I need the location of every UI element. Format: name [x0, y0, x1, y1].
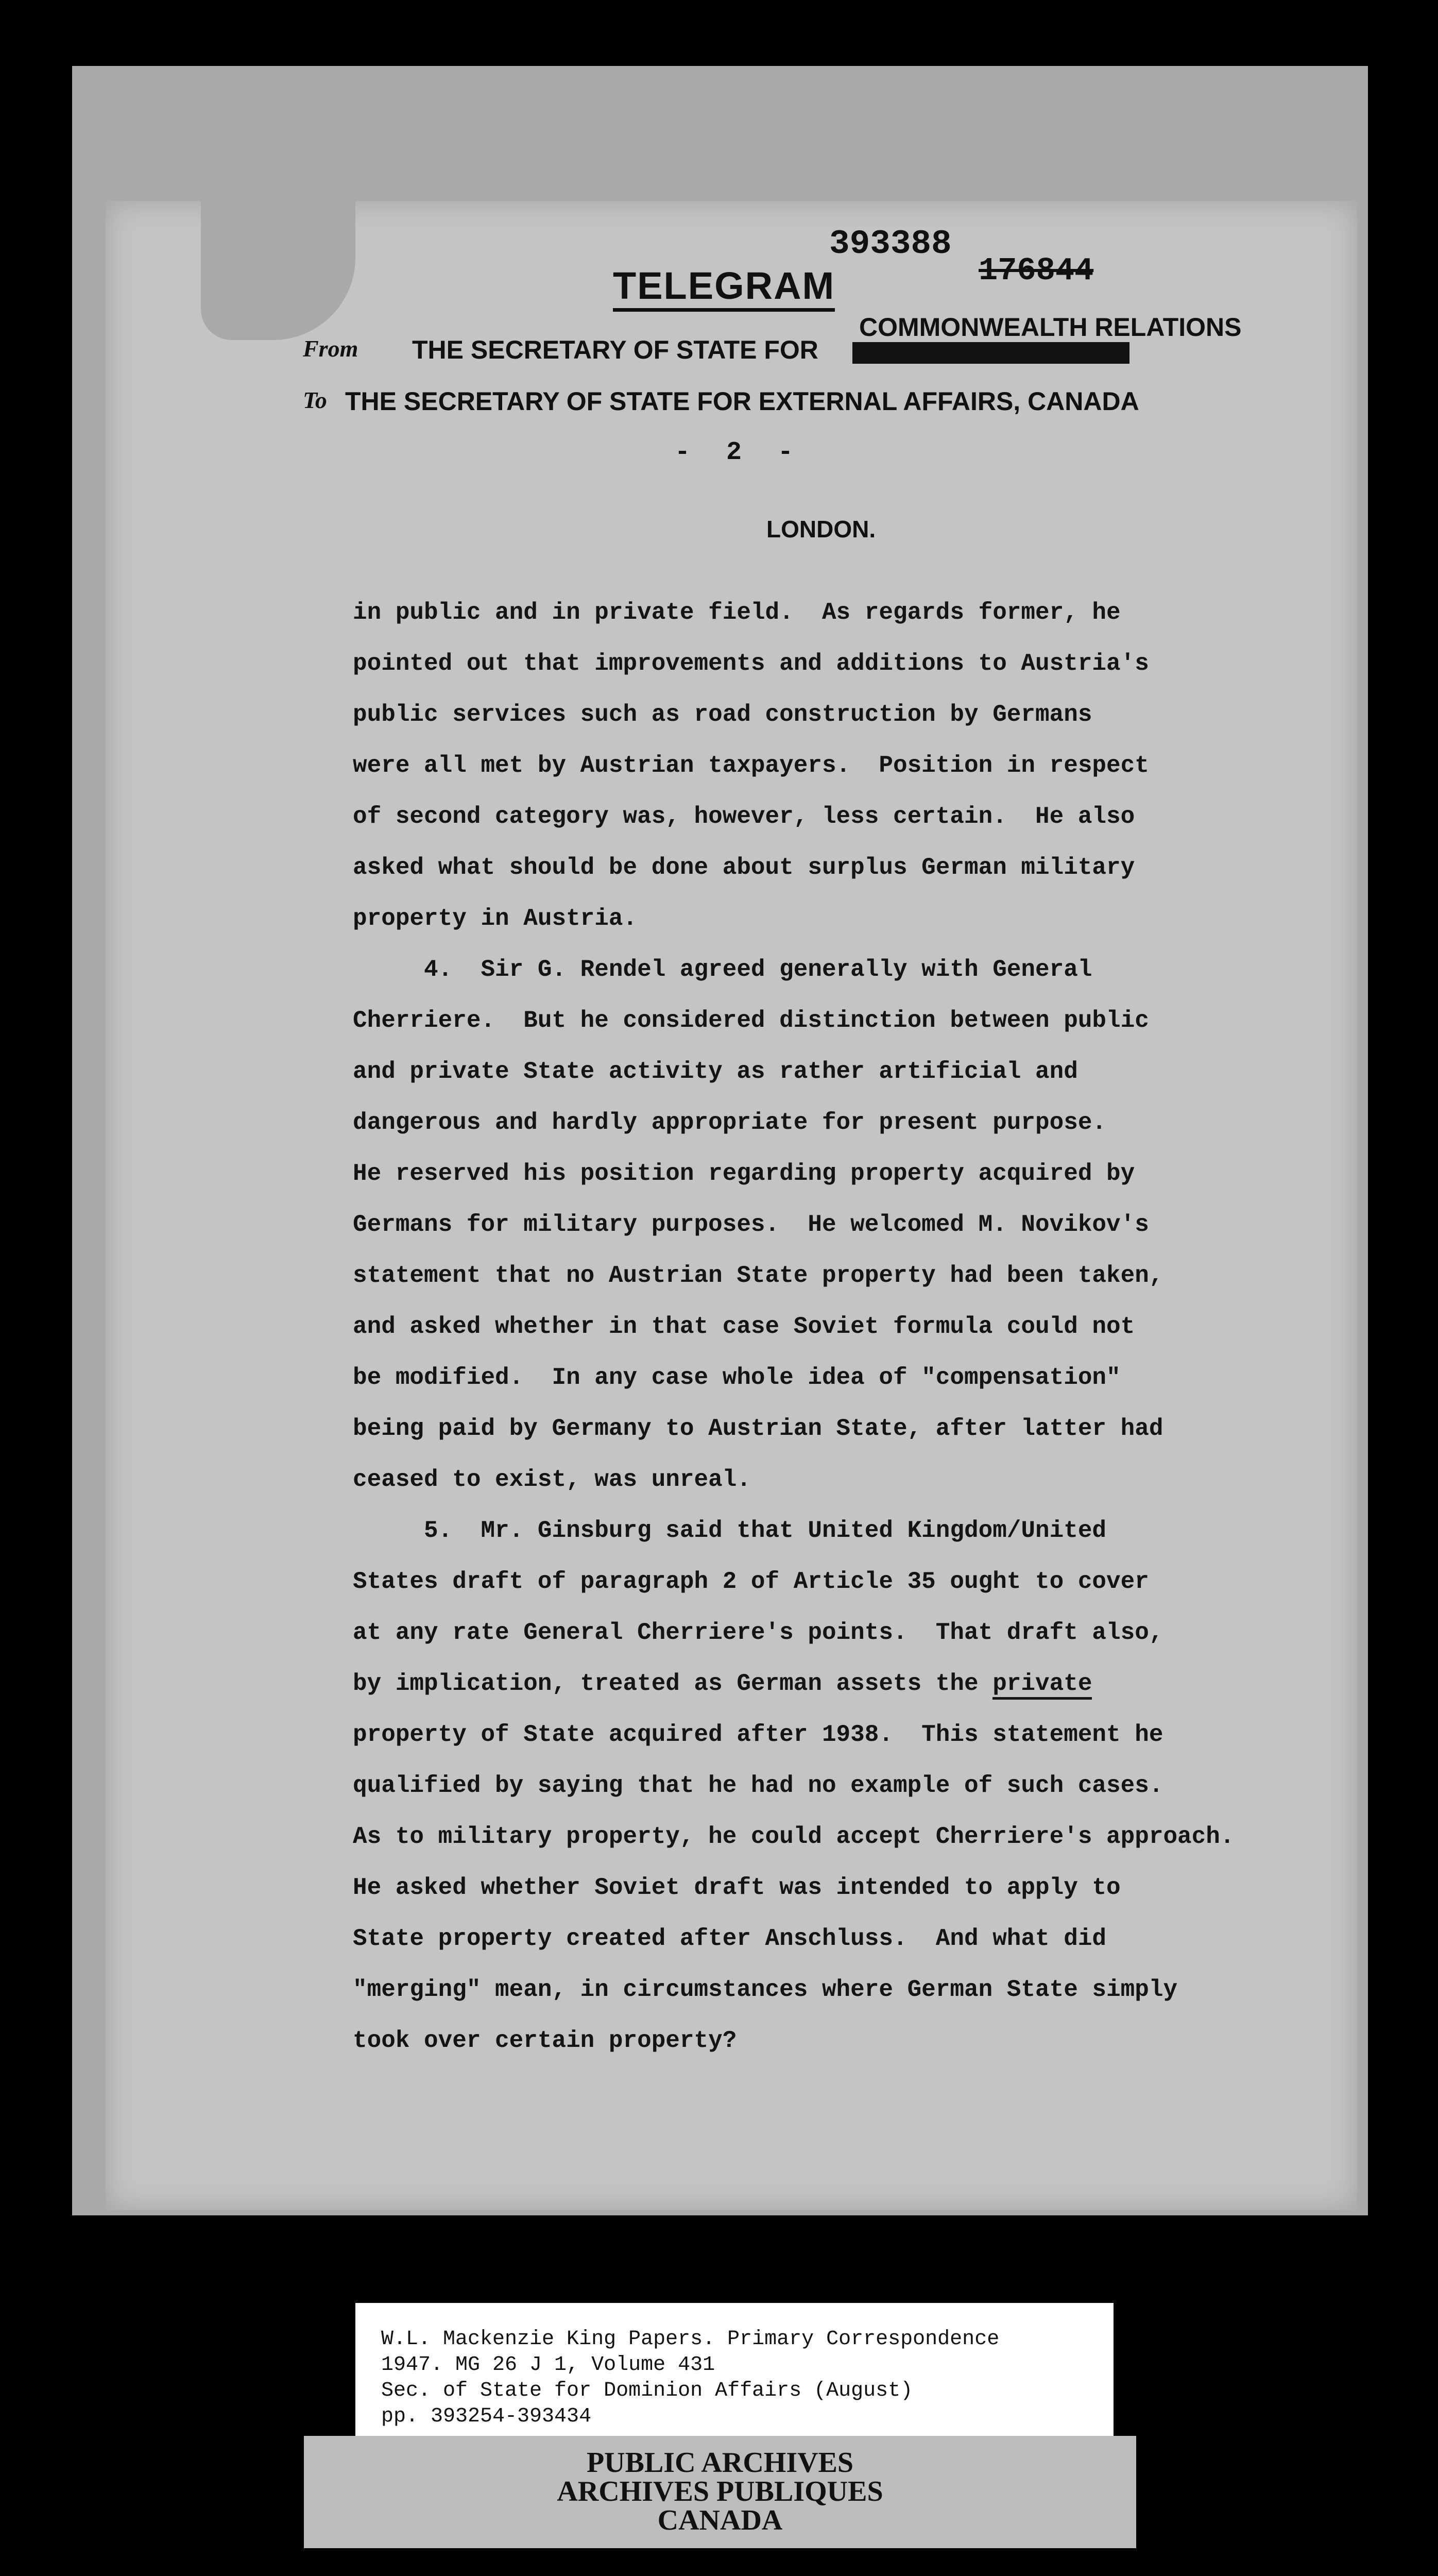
body-line: and asked whether in that case Soviet formula could not [353, 1313, 1135, 1340]
archive-line: W.L. Mackenzie King Papers. Primary Correspondence [381, 2328, 1000, 2351]
archive-reference-text [381, 2327, 999, 2430]
archive-line: pp. 393254-393434 [381, 2405, 592, 2428]
place-of-origin: LONDON. [766, 516, 876, 543]
body-line: property in Austria. [353, 905, 638, 932]
stamp-line: PUBLIC ARCHIVES [586, 2447, 854, 2479]
body-line: 4. Sir G. Rendel agreed generally with General [353, 956, 1092, 983]
stamp-line: ARCHIVES PUBLIQUES [557, 2476, 883, 2507]
body-line: took over certain property? [353, 2027, 737, 2054]
body-line: State property created after Anschluss. And what did [353, 1925, 1107, 1952]
from-insert: COMMONWEALTH RELATIONS [859, 313, 1242, 342]
body-line: property of State acquired after 1938. This statement he [353, 1721, 1163, 1748]
stamp-line: CANADA [657, 2504, 783, 2536]
page-number: - 2 - [675, 438, 794, 467]
body-line: qualified by saying that he had no example of such cases. [353, 1772, 1163, 1799]
body-line: in public and in private field. As regards former, he [353, 599, 1121, 626]
redaction-bar [852, 342, 1129, 364]
body-line: and private State activity as rather artificial and [353, 1058, 1078, 1085]
body-line: Cherriere. But he considered distinction between public [353, 1007, 1149, 1034]
body-line: Germans for military purposes. He welcomed M. Novikov's [353, 1211, 1149, 1238]
underlined-word: private [992, 1670, 1092, 1700]
body-line: He asked whether Soviet draft was intended to apply to [353, 1874, 1121, 1901]
archive-line: 1947. MG 26 J 1, Volume 431 [381, 2353, 715, 2377]
body-line: 5. Mr. Ginsburg said that United Kingdom/United [353, 1517, 1107, 1544]
body-line: He reserved his position regarding property acquired by [353, 1160, 1135, 1187]
body-line: statement that no Austrian State property had been taken, [353, 1262, 1163, 1289]
body-line: States draft of paragraph 2 of Article 35 ought to cover [353, 1568, 1149, 1595]
archives-stamp [304, 2436, 1136, 2548]
telegram-title: TELEGRAM [613, 267, 835, 312]
body-line: at any rate General Cherriere's points. That draft also, [353, 1619, 1163, 1646]
body-line: be modified. In any case whole idea of "compensation" [353, 1364, 1121, 1391]
from-label: From [303, 335, 358, 362]
to-label: To [303, 387, 327, 413]
body-line: were all met by Austrian taxpayers. Position in respect [353, 752, 1149, 779]
to-text: THE SECRETARY OF STATE FOR EXTERNAL AFFAIRS, CANADA [345, 387, 1139, 416]
body-line: asked what should be done about surplus German military [353, 854, 1135, 881]
body-line: dangerous and hardly appropriate for present purpose. [353, 1109, 1107, 1136]
telegram-body [353, 587, 1331, 2066]
archives-stamp-text [304, 2448, 1136, 2535]
document-number: 393388 [829, 225, 952, 263]
body-line: of second category was, however, less certain. He also [353, 803, 1135, 830]
body-line: pointed out that improvements and additions to Austria's [353, 650, 1149, 677]
body-line-start: by implication, treated as German assets the [353, 1670, 993, 1697]
from-text: THE SECRETARY OF STATE FOR [412, 335, 818, 364]
struck-number: 176844 [979, 252, 1094, 289]
body-line: As to military property, he could accept Cherriere's approach. [353, 1823, 1235, 1850]
archive-reference-label [355, 2303, 1114, 2437]
body-line: "merging" mean, in circumstances where German State simply [353, 1976, 1178, 2003]
body-line-with-underline [353, 1658, 1331, 1709]
body-line: public services such as road construction by Germans [353, 701, 1092, 728]
body-line: ceased to exist, was unreal. [353, 1466, 751, 1493]
archive-line: Sec. of State for Dominion Affairs (August) [381, 2379, 913, 2402]
body-line: being paid by Germany to Austrian State, after latter had [353, 1415, 1163, 1442]
